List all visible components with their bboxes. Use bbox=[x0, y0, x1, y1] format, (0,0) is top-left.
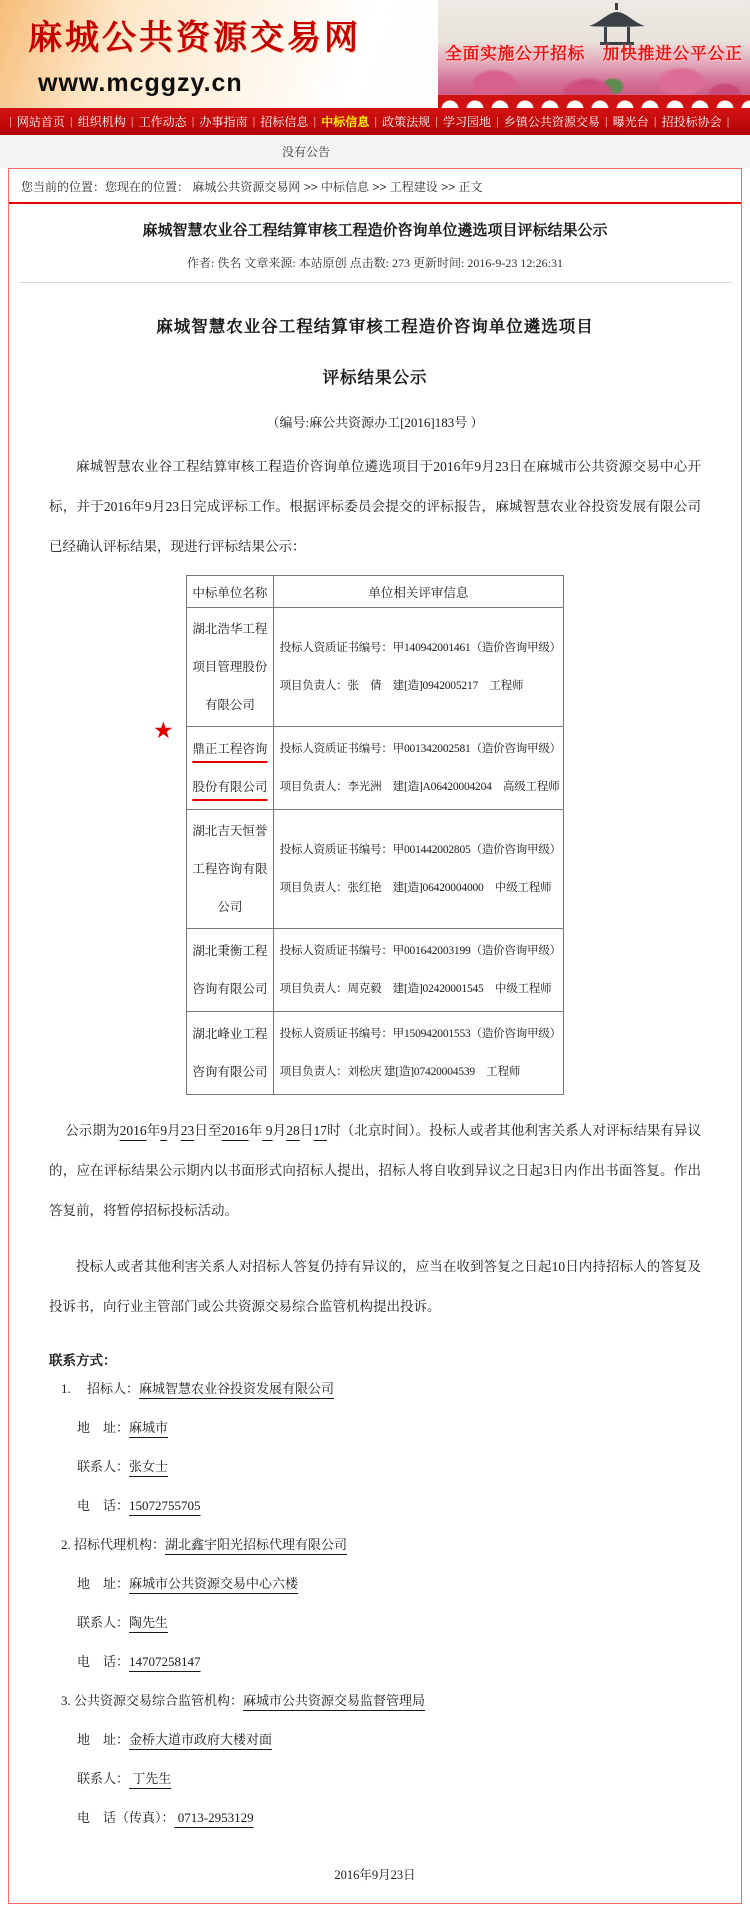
winner-name-cell bbox=[187, 929, 274, 1012]
breadcrumb-item: 正文 bbox=[458, 180, 483, 194]
col-header-review-info: 单位相关评审信息 bbox=[273, 576, 563, 608]
header-banner-photo bbox=[438, 0, 750, 108]
contact-detail-line: 地 址：麻城市公共资源交易中心六楼 bbox=[77, 1576, 299, 1591]
publicity-paragraph: 公示期为2016年9月23日至2016年 9月28日17时（北京时间）。投标人或者其他利害关系人对评标结果有异议的，应在评标结果公示期内以书面形式向招标人提出，招标人将自收到异议之日起3日内作出书面答复。作出答复前，将暂停招标投标活动。 bbox=[49, 1123, 702, 1218]
contact-detail-line: 地 址：金桥大道市政府大楼对面 bbox=[77, 1732, 273, 1747]
nav-item-link[interactable]: 办事指南 bbox=[199, 115, 248, 129]
col-header-winner-name: 中标单位名称 bbox=[187, 576, 274, 608]
cert-line: 投标人资质证书编号：甲001642003199（造价咨询甲级） bbox=[279, 945, 561, 957]
cert-line: 投标人资质证书编号：甲001342002581（造价咨询甲级） bbox=[279, 743, 561, 755]
nav-separator: | bbox=[69, 115, 73, 128]
nav-item-link[interactable]: 曝光台 bbox=[612, 115, 649, 129]
site-header bbox=[0, 0, 750, 108]
notice-text: 没有公告 bbox=[282, 145, 331, 159]
breadcrumb-separator: >> bbox=[437, 180, 459, 194]
winner-name: 湖北吉天恒誉工程咨询有限公司 bbox=[192, 824, 268, 914]
notice-bar bbox=[0, 135, 750, 168]
objection-paragraph: 投标人或者其他利害关系人对招标人答复仍持有异议的，应当在收到答复之日起10日内持招标人的答复及投诉书，向行业主管部门或公共资源交易综合监管机构提出投诉。 bbox=[49, 1259, 701, 1314]
footer-date: 2016年9月23日 bbox=[334, 1868, 416, 1882]
nav-item-link[interactable]: 工作动态 bbox=[138, 115, 187, 129]
document-title-line2: 评标结果公示 bbox=[322, 368, 428, 387]
site-logo[interactable] bbox=[28, 10, 361, 98]
table-header-row bbox=[187, 576, 564, 608]
nav-separator: | bbox=[130, 115, 134, 128]
review-info-cell bbox=[273, 810, 563, 929]
nav-item-link[interactable]: 乡镇公共资源交易 bbox=[503, 115, 600, 129]
winner-name: 湖北峰业工程咨询有限公司 bbox=[192, 1027, 268, 1079]
article-title: 麻城智慧农业谷工程结算审核工程造价咨询单位遴选项目评标结果公示 bbox=[142, 223, 608, 239]
result-table bbox=[186, 575, 564, 1095]
nav-item-link[interactable]: 组织机构 bbox=[77, 115, 126, 129]
contact-group bbox=[49, 1681, 701, 1837]
intro-paragraph: 麻城智慧农业谷工程结算审核工程造价咨询单位遴选项目于2016年9月23日在麻城市公共资源交易中心开标，并于2016年9月23日完成评标工作。根据评标委员会提交的评标报告，麻城智慧农业谷投资发展有限公司已经确认评标结果，现进行评标结果公示： bbox=[49, 459, 701, 554]
winner-star-icon: ★ bbox=[153, 718, 174, 743]
winner-name-cell bbox=[187, 727, 274, 810]
site-url: www.mcggzy.cn bbox=[38, 69, 243, 97]
nav-separator: | bbox=[9, 115, 12, 128]
manager-line: 项目负责人：张 倩 建[造]0942005217 工程师 bbox=[279, 680, 524, 692]
table-row bbox=[187, 608, 564, 727]
table-row bbox=[187, 1012, 564, 1095]
cert-line: 投标人资质证书编号：甲001442002805（造价咨询甲级） bbox=[279, 844, 561, 856]
contact-group bbox=[49, 1369, 701, 1525]
site-name[interactable]: 麻城公共资源交易网 bbox=[28, 20, 361, 57]
contact-detail-line: 联系人： 丁先生 bbox=[77, 1771, 172, 1786]
table-row bbox=[187, 929, 564, 1012]
contact-group-title: 1. 招标人：麻城智慧农业谷投资发展有限公司 bbox=[61, 1381, 335, 1396]
review-info-cell bbox=[273, 608, 563, 727]
contacts-heading: 联系方式： bbox=[49, 1353, 117, 1368]
contact-detail-line: 联系人：张女士 bbox=[77, 1459, 169, 1474]
nav-item-link[interactable]: 招标信息 bbox=[260, 115, 309, 129]
winner-name-cell bbox=[187, 608, 274, 727]
result-table-wrap bbox=[153, 575, 564, 1095]
nav-item-link[interactable]: 政策法规 bbox=[382, 115, 431, 129]
table-row bbox=[187, 810, 564, 929]
breadcrumb-prefix: 您当前的位置：您现在的位置： bbox=[21, 180, 193, 194]
nav-separator: | bbox=[653, 115, 657, 128]
contact-detail-line: 电 话：14707258147 bbox=[77, 1654, 201, 1669]
nav-item-link[interactable]: 学习园地 bbox=[442, 115, 491, 129]
breadcrumb bbox=[9, 169, 741, 204]
nav-separator: | bbox=[313, 115, 317, 128]
contact-group-title: 3. 公共资源交易综合监管机构：麻城市公共资源交易监督管理局 bbox=[61, 1693, 426, 1708]
content-box bbox=[8, 168, 742, 1904]
review-info-cell bbox=[273, 929, 563, 1012]
winner-name-cell bbox=[187, 810, 274, 929]
manager-line: 项目负责人：李光洲 建[造]A06420004204 高级工程师 bbox=[279, 781, 560, 793]
nav-separator: | bbox=[604, 115, 608, 128]
meta-divider bbox=[19, 282, 731, 283]
contact-detail-line: 电 话（传真）： 0713-2953129 bbox=[77, 1810, 254, 1825]
cert-line: 投标人资质证书编号：甲140942001461（造价咨询甲级） bbox=[279, 642, 561, 654]
document-title-line1: 麻城智慧农业谷工程结算审核工程造价咨询单位遴选项目 bbox=[156, 317, 594, 336]
contact-group bbox=[49, 1525, 701, 1681]
document-number: （编号:麻公共资源办工[2016]183号 ） bbox=[266, 415, 484, 430]
scallop-border bbox=[438, 95, 750, 108]
result-table-body bbox=[187, 608, 564, 1095]
table-row bbox=[187, 727, 564, 810]
review-info-cell bbox=[273, 1012, 563, 1095]
breadcrumb-item[interactable]: 工程建设 bbox=[389, 180, 438, 194]
main-nav bbox=[0, 108, 750, 135]
nav-separator: | bbox=[496, 115, 499, 128]
nav-item-active[interactable]: 中标信息 bbox=[321, 115, 370, 129]
breadcrumb-item[interactable]: 中标信息 bbox=[321, 180, 370, 194]
winner-name: 湖北浩华工程项目管理股份有限公司 bbox=[192, 622, 268, 712]
nav-separator: | bbox=[435, 115, 438, 128]
manager-line: 项目负责人：刘松庆 建[造]07420004539 工程师 bbox=[279, 1066, 521, 1078]
review-info-cell bbox=[273, 727, 563, 810]
winner-name: 鼎正工程咨询股份有限公司 bbox=[192, 742, 268, 794]
cert-line: 投标人资质证书编号：甲150942001553（造价咨询甲级） bbox=[279, 1028, 561, 1040]
contact-detail-line: 地 址：麻城市 bbox=[77, 1420, 169, 1435]
nav-item-link[interactable]: 招投标协会 bbox=[661, 115, 722, 129]
winner-name-cell bbox=[187, 1012, 274, 1095]
contact-detail-line: 电 话：15072755705 bbox=[77, 1498, 201, 1513]
winner-name: 湖北秉衡工程咨询有限公司 bbox=[192, 944, 268, 996]
breadcrumb-separator: >> bbox=[369, 180, 390, 194]
contacts-list bbox=[49, 1369, 701, 1837]
article-meta: 作者: 佚名 文章来源: 本站原创 点击数: 273 更新时间: 2016-9-23 12:26:31 bbox=[187, 256, 563, 270]
manager-line: 项目负责人：周克毅 建[造]02420001545 中级工程师 bbox=[279, 983, 552, 995]
contact-detail-line: 联系人：陶先生 bbox=[77, 1615, 169, 1630]
nav-separator: | bbox=[191, 115, 195, 128]
contact-group-title: 2. 招标代理机构：湖北鑫宇阳光招标代理有限公司 bbox=[61, 1537, 348, 1552]
nav-separator: | bbox=[374, 115, 378, 128]
breadcrumb-item[interactable]: 麻城公共资源交易网 bbox=[192, 180, 301, 194]
manager-line: 项目负责人：张红艳 建[造]06420004000 中级工程师 bbox=[279, 882, 552, 894]
header-slogan: 全面实施公开招标 加快推进公平公正 bbox=[445, 45, 743, 63]
nav-item-link[interactable]: 网站首页 bbox=[16, 115, 65, 129]
nav-separator: | bbox=[726, 115, 730, 128]
breadcrumb-separator: >> bbox=[300, 180, 322, 194]
nav-separator: | bbox=[252, 115, 256, 128]
article-body bbox=[9, 313, 741, 1903]
